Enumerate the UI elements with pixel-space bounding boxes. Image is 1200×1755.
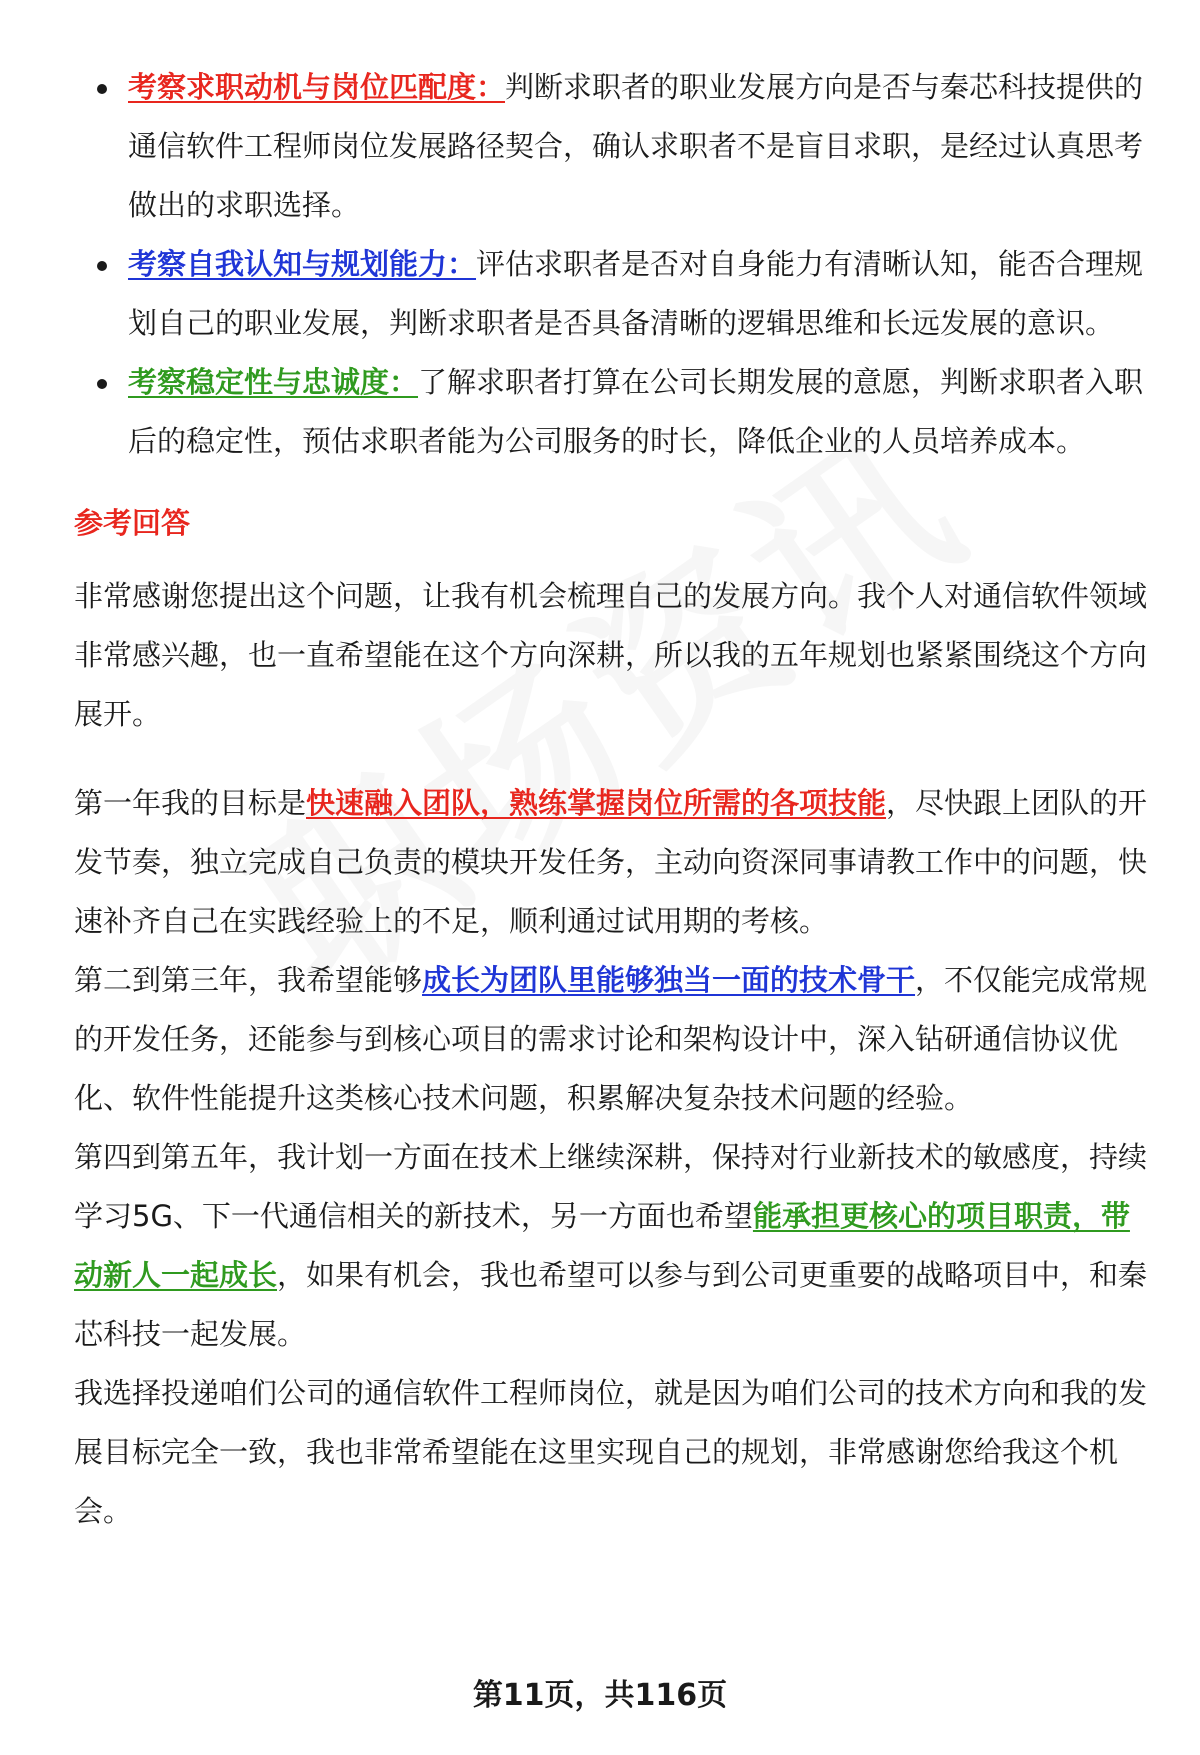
paragraph-text: ，不仅能完成常规的开发任务，还能参与到核心项目的需求讨论和架构设计中，深入钻研通信协议优化、软件性能提升这类核心技术问题，积累解决复杂技术问题的经验。 bbox=[74, 963, 1148, 1115]
section-title: 参考回答 bbox=[74, 506, 191, 540]
list-item bbox=[74, 235, 1154, 353]
evaluation-points-list bbox=[74, 58, 1154, 471]
bullet-dot-icon bbox=[97, 261, 107, 271]
bullet-title: 考察求职动机与岗位匹配度： bbox=[128, 70, 506, 104]
page-number: 第11页，共116页 bbox=[472, 1678, 728, 1713]
paragraph-text: ，如果有机会，我也希望可以参与到公司更重要的战略项目中，和秦芯科技一起发展。 bbox=[74, 1258, 1148, 1351]
highlight-text: 快速融入团队，熟练掌握岗位所需的各项技能 bbox=[306, 786, 887, 820]
paragraph-text: 第四到第五年，我计划一方面在技术上继续深耕，保持对行业新技术的敏感度，持续学习5G、下一代通信相关的新技术，另一方面也希望 bbox=[74, 1140, 1148, 1233]
bullet-text: 判断求职者的职业发展方向是否与秦芯科技提供的通信软件工程师岗位发展路径契合，确认求职者不是盲目求职，是经过认真思考做出的求职选择。 bbox=[128, 70, 1144, 222]
bullet-text: 了解求职者打算在公司长期发展的意愿，判断求职者入职后的稳定性，预估求职者能为公司服务的时长，降低企业的人员培养成本。 bbox=[128, 365, 1144, 458]
list-item bbox=[74, 58, 1154, 235]
paragraph-text: 第二到第三年，我希望能够 bbox=[74, 963, 423, 997]
bullet-title: 考察稳定性与忠诚度： bbox=[128, 365, 419, 399]
highlight-text: 成长为团队里能够独当一面的技术骨干 bbox=[422, 963, 916, 997]
list-item bbox=[74, 353, 1154, 471]
highlight-text: 能承担更核心的项目职责，带动新人一起成长 bbox=[74, 1199, 1130, 1292]
bullet-dot-icon bbox=[97, 379, 107, 389]
year1-paragraph bbox=[74, 774, 1154, 951]
year23-paragraph bbox=[74, 951, 1154, 1128]
bullet-title: 考察自我认知与规划能力： bbox=[128, 247, 477, 281]
paragraph-text: ，尽快跟上团队的开发节奏，独立完成自己负责的模块开发任务，主动向资深同事请教工作中的问题，快速补齐自己在实践经验上的不足，顺利通过试用期的考核。 bbox=[74, 786, 1148, 938]
bullet-text: 评估求职者是否对自身能力有清晰认知，能否合理规划自己的职业发展，判断求职者是否具备清晰的逻辑思维和长远发展的意识。 bbox=[128, 247, 1144, 340]
year45-paragraph bbox=[74, 1128, 1154, 1364]
document-page bbox=[74, 58, 1154, 1541]
bullet-dot-icon bbox=[97, 84, 107, 94]
intro-paragraph: 非常感谢您提出这个问题，让我有机会梳理自己的发展方向。我个人对通信软件领域非常感兴趣，也一直希望能在这个方向深耕，所以我的五年规划也紧紧围绕这个方向展开。 bbox=[74, 579, 1148, 731]
closing-paragraph: 我选择投递咱们公司的通信软件工程师岗位，就是因为咱们公司的技术方向和我的发展目标完全一致，我也非常希望能在这里实现自己的规划，非常感谢您给我这个机会。 bbox=[74, 1376, 1148, 1528]
paragraph-text: 第一年我的目标是 bbox=[74, 786, 307, 820]
